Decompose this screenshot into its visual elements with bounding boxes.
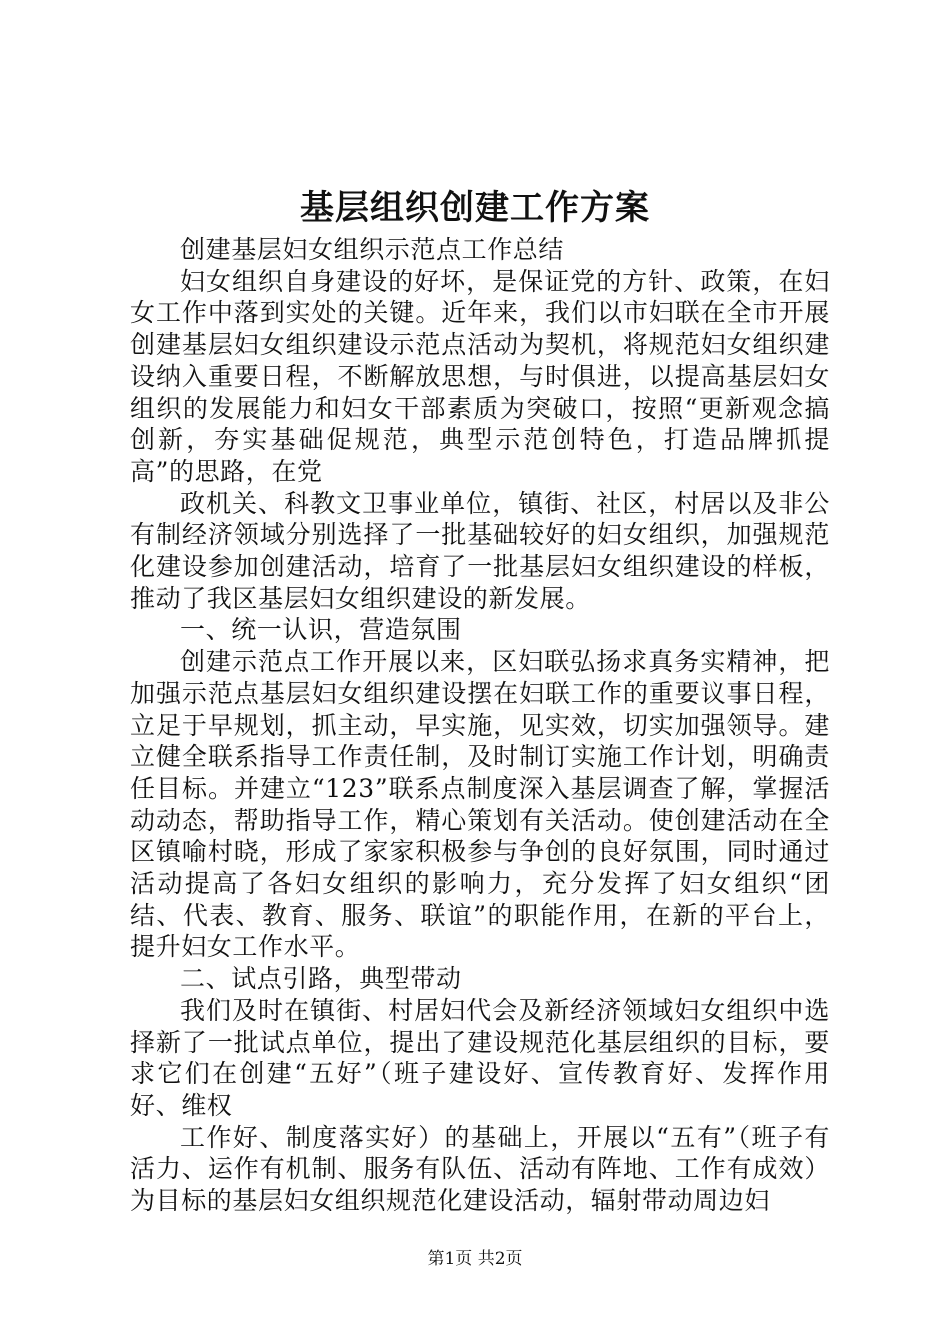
paragraph: 工作好、制度落实好）的基础上，开展以“五有”（班子有活力、运作有机制、服务有队伍、活动有阵地、工作有成效）为目标的基层妇女组织规范化建设活动，辐射带动周边妇 bbox=[130, 1122, 830, 1216]
paragraph: 妇女组织自身建设的好坏，是保证党的方针、政策，在妇女工作中落到实处的关键。近年来，我们以市妇联在全市开展创建基层妇女组织建设示范点活动为契机，将规范妇女组织建设纳入重要日程，不断解放思想，与时俱进，以提高基层妇女组织的发展能力和妇女干部素质为突破口，按照“更新观念搞创新，夯实基础促规范，典型示范创特色，打造品牌抓提高”的思路，在党 bbox=[130, 266, 830, 486]
document-title: 基层组织创建工作方案 bbox=[300, 188, 650, 228]
paragraph: 创建示范点工作开展以来，区妇联弘扬求真务实精神，把加强示范点基层妇女组织建设摆在妇联工作的重要议事日程，立足于早规划，抓主动，早实施，见实效，切实加强领导。建立健全联系指导工作责任制，及时制订实施工作计划，明确责任目标。并建立“123”联系点制度深入基层调查了解，掌握活动动态，帮助指导工作，精心策划有关活动。使创建活动在全区镇喻村晓，形成了家家积极参与争创的良好氛围，同时通过活动提高了各妇女组织的影响力，充分发挥了妇女组织“团结、代表、教育、服务、联谊”的职能作用，在新的平台上，提升妇女工作水平。 bbox=[130, 647, 830, 962]
paragraph-subtitle: 创建基层妇女组织示范点工作总结 bbox=[180, 235, 565, 264]
section-heading: 二、试点引路，典型带动 bbox=[180, 964, 462, 994]
paragraph: 政机关、科教文卫事业单位，镇街、社区，村居以及非公有制经济领域分别选择了一批基础较好的妇女组织，加强规范化建设参加创建活动，培育了一批基层妇女组织建设的样板，推动了我区基层妇女组织建设的新发展。 bbox=[130, 488, 830, 613]
page-number-footer: 第1页 共2页 bbox=[427, 1249, 523, 1269]
paragraph: 我们及时在镇街、村居妇代会及新经济领域妇女组织中选择新了一批试点单位，提出了建设规范化基层组织的目标，要求它们在创建“五好”（班子建设好、宣传教育好、发挥作用好、维权 bbox=[130, 995, 830, 1120]
section-heading: 一、统一认识，营造氛围 bbox=[180, 615, 462, 645]
document-body bbox=[130, 234, 830, 1217]
